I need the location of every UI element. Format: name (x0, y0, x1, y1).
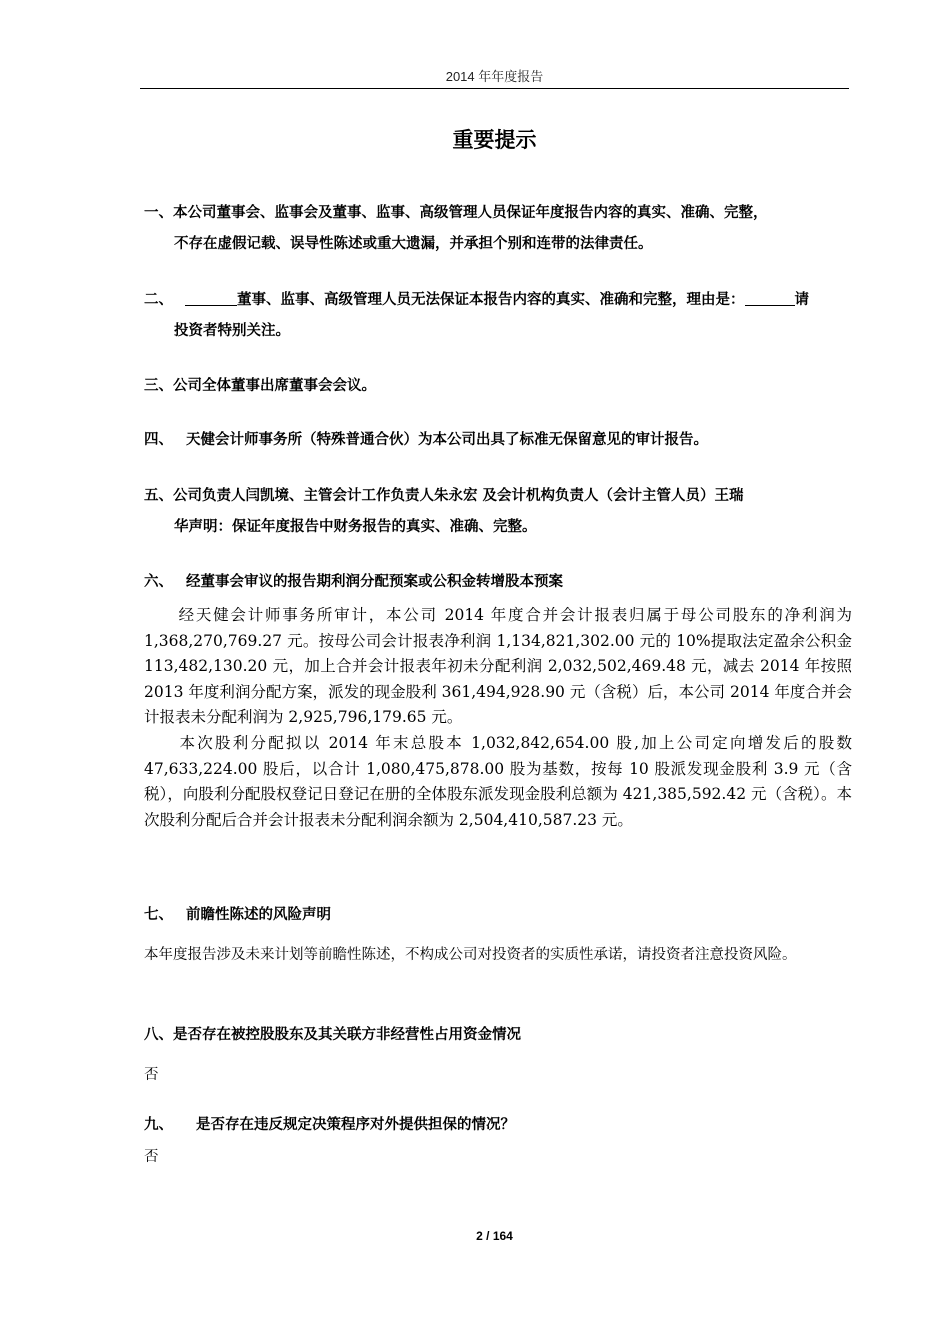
section-text: 本公司董事会、监事会及董事、监事、高级管理人员保证年度报告内容的真实、准确、完整， (173, 205, 768, 221)
section-text-cont: 华声明：保证年度报告中财务报告的真实、准确、完整。 (174, 519, 537, 535)
section-text: 公司全体董事出席董事会会议。 (173, 378, 376, 394)
section-number: 六、 (144, 574, 173, 590)
section-heading: 经董事会审议的报告期利润分配预案或公积金转增股本预案 (186, 574, 563, 590)
section-3 (144, 371, 852, 402)
page-number: 2 / 164 (476, 1229, 513, 1243)
section-7-heading (144, 900, 852, 931)
section-4 (144, 425, 852, 456)
section-text: 公司负责人闫凯境、主管会计工作负责人朱永宏 及会计机构负责人（会计主管人员）王瑞 (173, 488, 744, 504)
page-header: 2014 年年度报告 (445, 69, 544, 84)
section-number: 七、 (144, 907, 173, 923)
blank-field (745, 289, 795, 306)
section-number: 九、 (144, 1117, 173, 1133)
section-8-heading (144, 1020, 852, 1051)
section-1 (144, 198, 852, 260)
section-heading: 是否存在被控股股东及其关联方非经营性占用资金情况 (173, 1027, 521, 1043)
section-7-body: 本年度报告涉及未来计划等前瞻性陈述，不构成公司对投资者的实质性承诺，请投资者注意投资风险。 (144, 947, 797, 963)
section-heading: 是否存在违反规定决策程序对外提供担保的情况？ (196, 1117, 515, 1133)
section-number: 三、 (144, 378, 173, 394)
section-number: 四、 (144, 432, 173, 448)
paragraph-dividend: 本次股利分配拟以 2014 年末总股本 1,032,842,654.00 股,加上公司定向增发后的股数 47,633,224.00 股后，以合计 1,080,475,878.00 股为基数，按每 10 股派发现金股利 3.9 元（含税），向股利分配股权登记日登记在册的全体股东派发现金股利总额为 421,385,592.42 元（含税）。本次股利分配后合并会计报表未分配利润余额为 2,504,410,587.23 元。 (144, 733, 852, 829)
section-6-body (144, 603, 852, 833)
section-number: 二、 (144, 292, 173, 308)
blank-field (185, 289, 237, 306)
section-heading: 前瞻性陈述的风险声明 (186, 907, 331, 923)
section-number: 八、 (144, 1027, 173, 1043)
section-text: 天健会计师事务所（特殊普通合伙）为本公司出具了标准无保留意见的审计报告。 (186, 432, 708, 448)
section-text-cont: 投资者特别关注。 (174, 323, 290, 339)
section-text-cont: 不存在虚假记载、误导性陈述或重大遗漏，并承担个别和连带的法律责任。 (174, 236, 653, 252)
section-2 (144, 285, 852, 347)
section-text-end: 请 (794, 292, 809, 308)
paragraph-profit: 经天健会计师事务所审计，本公司 2014 年度合并会计报表归属于母公司股东的净利润为 1,368,270,769.27 元。按母公司会计报表净利润 1,134,821,302.00 元的 10%提取法定盈余公积金 113,482,130.20 元，加上合并会计报表年初未分配利润 2,032,502,469.48 元，减去 2014 年按照 2013 年度利润分配方案，派发的现金股利 361,494,928.90 元（含税）后，本公司 2014 年度合并会计报表未分配利润为 2,925,796,179.65 元。 (144, 606, 852, 727)
section-9-heading (144, 1110, 852, 1141)
section-6-heading (144, 567, 852, 598)
section-text: 董事、监事、高级管理人员无法保证本报告内容的真实、准确和完整，理由是： (237, 292, 745, 308)
section-number: 五、 (144, 488, 173, 504)
section-9-answer: 否 (144, 1149, 159, 1165)
header-divider (140, 88, 849, 89)
page-title: 重要提示 (452, 128, 537, 152)
section-5 (144, 481, 852, 543)
section-8-answer: 否 (144, 1067, 159, 1083)
section-number: 一、 (144, 205, 173, 221)
